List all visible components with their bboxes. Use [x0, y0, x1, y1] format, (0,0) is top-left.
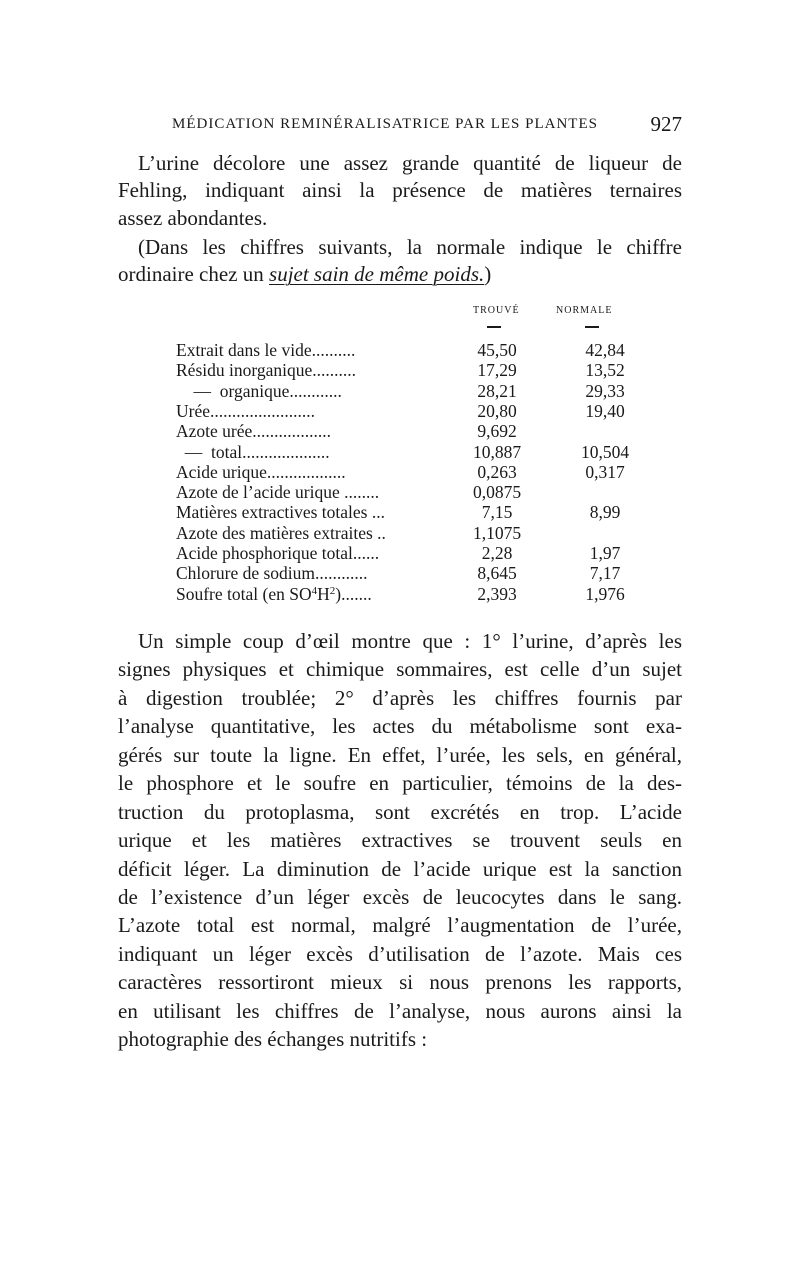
found-value: 2,393 [477, 583, 517, 604]
row-label: Extrait dans le vide.......... [176, 340, 356, 360]
row-label: — total.................... [176, 441, 330, 462]
normal-value: 1,97 [589, 543, 621, 563]
label-text: Soufre total (en SO [176, 583, 312, 604]
text-line: photographie des échanges nutritifs : [118, 1027, 428, 1052]
normal-value: 29,33 [585, 380, 625, 401]
table-row [0, 482, 800, 501]
table-row [0, 523, 800, 542]
found-value: 7,15 [481, 502, 513, 523]
text-line: de l’existence d’un léger excès de leucocytes dans le sang. [118, 884, 682, 909]
column-header-normal: NORMALE [556, 305, 613, 316]
running-title: MÉDICATION REMINÉRALISATRICE PAR LES PLANTES [172, 116, 598, 132]
text-line: le phosphore et le soufre en particulier, témoins de la des- [118, 771, 682, 796]
text-line: en utilisant les chiffres de l’analyse, nous aurons ainsi la [118, 998, 682, 1023]
text-line: Fehling, indiquant ainsi la présence de matières ternaires [118, 178, 682, 203]
found-value: 28,21 [477, 380, 517, 401]
table-row [0, 442, 800, 461]
text-line: à digestion troublée; 2° d’après les chiffres fournis par [118, 685, 682, 710]
row-label: Azote des matières extraites .. [176, 522, 386, 543]
note-italic-text: sujet sain de même poids. [269, 262, 485, 287]
normal-value: 42,84 [585, 340, 625, 360]
note-close-paren: ) [484, 262, 492, 287]
text-line: indiquant un léger excès d’utilisation de l’azote. Mais ces [118, 941, 682, 966]
text-line: déficit léger. La diminution de l’acide urique est la sanction [118, 856, 682, 881]
normal-value: 7,17 [589, 563, 621, 584]
normal-value: 13,52 [585, 360, 625, 381]
table-row [0, 543, 800, 562]
column-rule [585, 326, 599, 328]
page-number: 927 [650, 112, 682, 136]
found-value: 45,50 [477, 340, 517, 360]
found-value: 8,645 [477, 563, 517, 584]
text-line: caractères ressortiront mieux si nous prenons les rapports, [118, 970, 682, 995]
found-value: 1,1075 [472, 522, 522, 543]
text-line: Un simple coup d’œil montre que : 1° l’urine, d’après les [138, 629, 682, 653]
table-row [0, 401, 800, 420]
found-value: 10,887 [472, 441, 522, 462]
normal-value: 0,317 [585, 461, 625, 482]
found-value: 9,692 [477, 421, 517, 442]
row-label: Azote de l’acide urique ........ [176, 482, 380, 503]
text-line: l’analyse quantitative, les actes du métabolisme sont exa- [118, 714, 682, 739]
found-value: 20,80 [477, 400, 517, 421]
row-label: Résidu inorganique.......... [176, 360, 357, 381]
found-value: 2,28 [481, 543, 513, 563]
table-row [0, 563, 800, 582]
table-row [0, 502, 800, 521]
table-row [0, 462, 800, 481]
table-row [0, 340, 800, 359]
normal-value: 10,504 [580, 441, 630, 462]
row-label: Acide phosphorique total...... [176, 543, 380, 563]
column-header-found: TROUVÉ [473, 305, 520, 316]
row-label: Chlorure de sodium............ [176, 563, 368, 584]
found-value: 0,263 [477, 461, 517, 482]
column-rule [487, 326, 501, 328]
text-line [118, 261, 682, 288]
note-text: ordinaire chez un [118, 262, 270, 287]
label-text: )....... [335, 583, 372, 604]
table-row [0, 360, 800, 379]
label-text: H [317, 583, 330, 604]
text-line: assez abondantes. [118, 205, 268, 230]
found-value: 17,29 [477, 360, 517, 381]
text-line: L’urine décolore une assez grande quantité de liqueur de [138, 151, 682, 175]
text-line: truction du protoplasma, sont excrétés en trop. L’acide [118, 799, 682, 824]
superscript: 2 [329, 584, 336, 597]
found-value: 0,0875 [472, 482, 522, 503]
table-row [0, 381, 800, 400]
text-line: L’azote total est normal, malgré l’augmentation de l’urée, [118, 913, 682, 938]
row-label: Azote urée.................. [176, 421, 332, 442]
row-label: Urée........................ [176, 400, 316, 421]
normal-value: 1,976 [585, 583, 625, 604]
note-paragraph [118, 234, 682, 289]
text-line: signes physiques et chimique sommaires, est celle d’un sujet [118, 657, 682, 682]
normal-value: 8,99 [589, 502, 621, 523]
row-label: — organique............ [176, 380, 342, 401]
body-paragraph [118, 627, 682, 1054]
running-header [172, 114, 682, 140]
superscript: 4 [311, 584, 318, 597]
text-line: urique et les matières extractives se trouvent seuls en [118, 828, 682, 853]
table-row [0, 584, 800, 603]
text-line: (Dans les chiffres suivants, la normale indique le chiffre [138, 235, 682, 259]
row-label: Matières extractives totales ... [176, 502, 385, 523]
normal-value: 19,40 [585, 400, 625, 421]
intro-paragraph [118, 150, 682, 232]
table-row [0, 421, 800, 440]
text-line: gérés sur toute la ligne. En effet, l’urée, les sels, en général, [118, 742, 682, 767]
row-label: Acide urique.................. [176, 461, 346, 482]
row-label [176, 584, 444, 605]
